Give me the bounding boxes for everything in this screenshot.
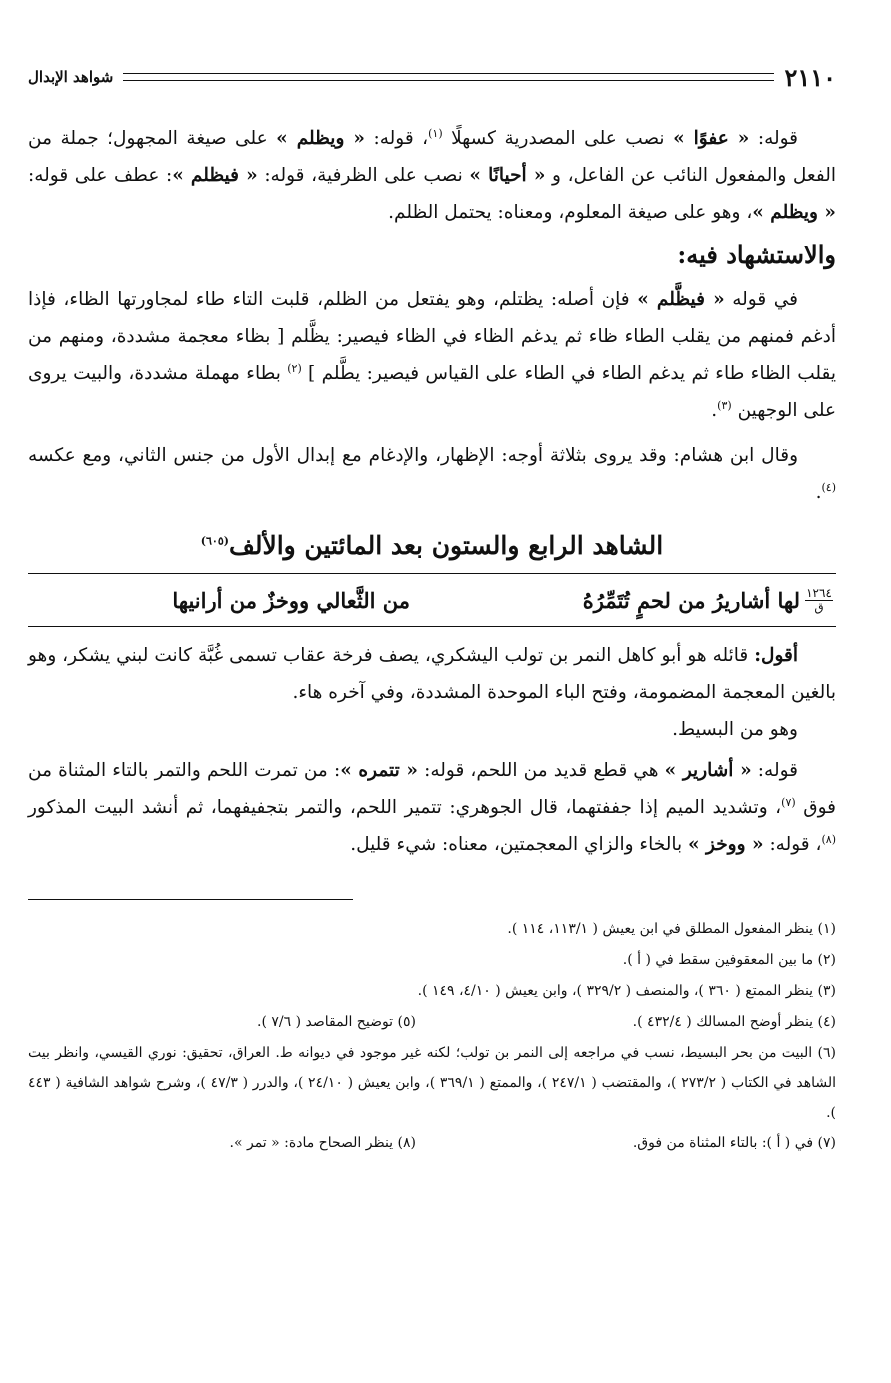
footnote-4: (٤) ينظر أوضح المسالك ( ٤٣٢/٤ ). bbox=[632, 1014, 836, 1030]
header-rule bbox=[123, 73, 774, 81]
verse-hemistich-second: من الثَّعالي ووخزٌ من أرانيها bbox=[172, 587, 410, 613]
footnote-row-7-8 bbox=[28, 1128, 836, 1159]
verse-number: ١٢٦٤ ق bbox=[806, 585, 832, 614]
footnote-separator bbox=[28, 899, 353, 900]
paragraph-evidence: في قوله « فيظَّلم » فإن أصله: يظتلم، وهو يفتعل من الظلم، قلبت التاء طاء لمجاورتها الظاء، فإذا أدغم فمنهم من يقلب الطاء ظاء ثم يدغم الظاء في الظاء فيصير: يظَّلم [ بظاء معجمة مشددة، ومنهم من يقلب الظاء طاء ثم يدغم الطاء في الطاء على القياس فيصير: يطَّلم ] $^{(٢)}$ بطاء مهملة مشددة، والبيت يروى على الوجهين $^{(٣)}$. bbox=[28, 289, 837, 421]
paragraph-ibn-hisham: وقال ابن هشام: وقد يروى بثلاثة أوجه: الإظهار، والإدغام مع إبدال الأول من جنس الثاني، ومع عكسه $^{(٤)}$. bbox=[28, 445, 836, 503]
paragraph-grammar: قوله: « عفوًا » نصب على المصدرية كسهلًا $^{(١)}$، قوله: « ويظلم » على صيغة المجهول؛ جملة من الفعل والمفعول النائب عن الفاعل، و « أحيانًا » نصب على الظرفية، قوله: « فيظلم »: عطف على قوله: « ويظلم »، وهو على صيغة المعلوم، ومعناه: يحتمل الظلم. bbox=[28, 126, 836, 223]
footnote-ref: (١) bbox=[428, 126, 443, 140]
footnote-2: (٢) ما بين المعقوفين سقط في ( أ ). bbox=[622, 952, 836, 968]
footnote-ref: (٦٠٥) bbox=[200, 534, 229, 548]
book-page bbox=[28, 60, 836, 1159]
witness-title: الشاهد الرابع والستون بعد المائتين والألف$^{(٦٠٥)}$ bbox=[200, 531, 664, 560]
footnote-7: (٧) في ( أ ): بالتاء المثناة من فوق. bbox=[632, 1135, 836, 1151]
section-heading: والاستشهاد فيه: bbox=[677, 240, 836, 269]
footnote-ref: (٨) bbox=[821, 832, 836, 846]
footnotes bbox=[28, 914, 836, 1159]
footnote-ref: (٢) bbox=[287, 361, 302, 375]
footnote-ref: (٧) bbox=[781, 795, 796, 809]
footnote-6: (٦) البيت من بحر البسيط، نسب في مراجعه إلى النمر بن تولب؛ لكنه غير موجود في ديوانه ط. العراق، تحقيق: نوري القيسي، وانظر بيت الشاهد في الكتاب ( ٢٧٣/٢ )، والمقتضب ( ٢٤٧/١ )، والممتع ( ٣٦٩/١ )، وابن يعيش ( ٢٤/١٠ )، والدرر ( ٤٧/٣ )، وشرح شواهد الشافية ( ٤٤٣ ). bbox=[28, 1045, 837, 1121]
footnote-row-4-5 bbox=[28, 1007, 836, 1038]
page-number: ٢١١٠ bbox=[784, 62, 836, 92]
verse-hemistich-first: لها أشاريرُ من لحمٍ تُتَمِّرُهُ bbox=[582, 587, 800, 613]
footnote-8: (٨) ينظر الصحاح مادة: « تمر ». bbox=[229, 1135, 416, 1151]
footnote-ref: (٤) bbox=[821, 480, 836, 494]
footnote-1: (١) ينظر المفعول المطلق في ابن يعيش ( ١١٣/١، ١١٤ ). bbox=[507, 921, 836, 937]
paragraph-vocabulary: قوله: « أشارير » هي قطع قديد من اللحم، قوله: « تتمره »: من تمرت اللحم والتمر بالتاء المثناة من فوق $^{(٧)}$، وتشديد الميم إذا جففتهما، قال الجوهري: تتمير اللحم، والتمر بتجفيفهما، ثم أنشد البيت المذكور $^{(٨)}$، قوله: « ووخز » بالخاء والزاي المعجمتين، معناه: شيء قليل. bbox=[28, 760, 836, 855]
footnote-3: (٣) ينظر الممتع ( ٣٦٠ )، والمنصف ( ٣٢٩/٢ )، وابن يعيش ( ٤/١٠، ١٤٩ ). bbox=[417, 983, 836, 999]
running-title: شواهد الإبدال bbox=[28, 68, 114, 86]
paragraph-meter: وهو من البسيط. bbox=[672, 719, 798, 740]
verse-box bbox=[28, 573, 836, 627]
footnote-ref: (٣) bbox=[717, 398, 732, 412]
running-header bbox=[28, 60, 836, 94]
paragraph-attribution: أقول: قائله هو أبو كاهل النمر بن تولب اليشكري، يصف فرخة عقاب تسمى غُبَّة كانت لبني يشكر، وهو بالغين المعجمة المضمومة، وفتح الباء الموحدة المشددة، وفي آخره هاء. bbox=[28, 645, 836, 703]
footnote-5: (٥) توضيح المقاصد ( ٧/٦ ). bbox=[257, 1014, 416, 1030]
